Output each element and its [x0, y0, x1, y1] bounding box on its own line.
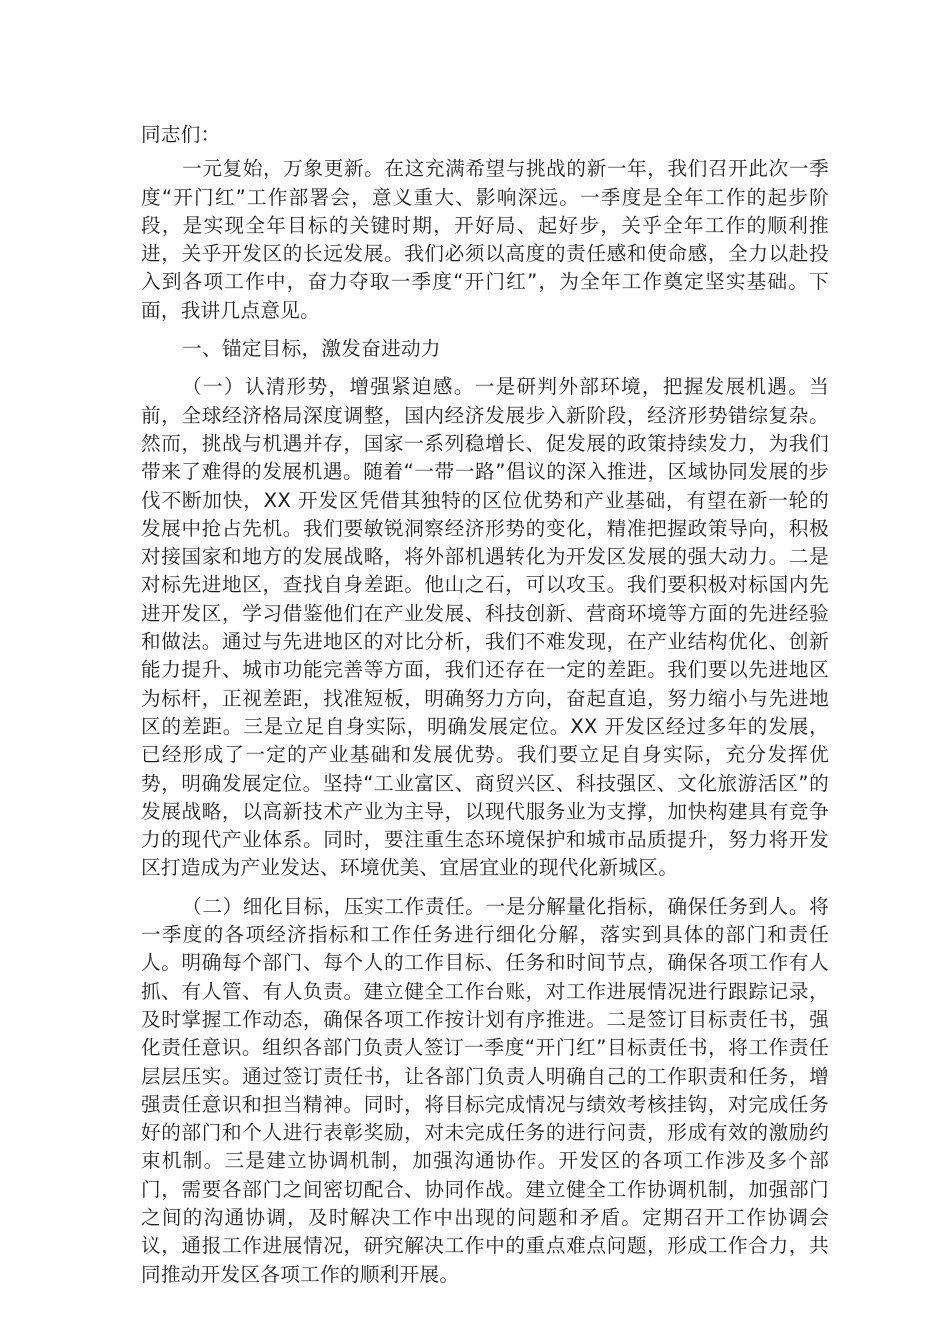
opening-paragraph: 一元复始，万象更新。在这充满希望与挑战的新一年，我们召开此次一季度“开门红”工作部署会，意义重大、影响深远。一季度是全年工作的起步阶段，是实现全年目标的关键时期，开好局、起好步，关乎全年工作的顺利推进，关乎开发区的长远发展。我们必须以高度的责任感和使命感，全力以赴投入到各项工作中，奋力夺取一季度“开门红”，为全年工作奠定坚实基础。下面，我讲几点意见。: [141, 157, 829, 322]
section-heading-1: 一、锚定目标，激发奋进动力: [182, 337, 441, 361]
paragraph-subsection-1: （一）认清形势，增强紧迫感。一是研判外部环境，把握发展机遇。当前，全球经济格局深度调整，国内经济发展步入新阶段，经济形势错综复杂。然而，挑战与机遇并存，国家一系列稳增长、促发展的政策持续发力，为我们带来了难得的发展机遇。随着“一带一路”倡议的深入推进，区域协同发展的步伐不断加快，XX 开发区凭借其独特的区位优势和产业基础，有望在新一轮的发展中抢占先机。我们要敏锐洞察经济形势的变化，精准把握政策导向，积极对接国家和地方的发展战略，将外部机遇转化为开发区发展的强大动力。二是对标先进地区，查找自身差距。他山之石，可以攻玉。我们要积极对标国内先进开发区，学习借鉴他们在产业发展、科技创新、营商环境等方面的先进经验和做法。通过与先进地区的对比分析，我们不难发现，在产业结构优化、创新能力提升、城市功能完善等方面，我们还存在一定的差距。我们要以先进地区为标杆，正视差距，找准短板，明确努力方向，奋起直追，努力缩小与先进地区的差距。三是立足自身实际，明确发展定位。XX 开发区经过多年的发展，已经形成了一定的产业基础和发展优势。我们要立足自身实际，充分发挥优势，明确发展定位。坚持“工业富区、商贸兴区、科技强区、文化旅游活区”的发展战略，以高新技术产业为主导，以现代服务业为支撑，加快构建具有竞争力的现代产业体系。同时，要注重生态环境保护和城市品质提升，努力将开发区打造成为产业发达、环境优美、宜居宜业的现代化新城区。: [141, 375, 829, 880]
document-body: [141, 121, 829, 1299]
salutation: 同志们：: [141, 123, 221, 146]
paragraph-subsection-2: （二）细化目标，压实工作责任。一是分解量化指标，确保任务到人。将一季度的各项经济指标和工作任务进行细化分解，落实到具体的部门和责任人。明确每个部门、每个人的工作目标、任务和时间节点，确保各项工作有人抓、有人管、有人负责。建立健全工作台账，对工作进展情况进行跟踪记录，及时掌握工作动态，确保各项工作按计划有序推进。二是签订目标责任书，强化责任意识。组织各部门负责人签订一季度“开门红”目标责任书，将工作责任层层压实。通过签订责任书，让各部门负责人明确自己的工作职责和任务，增强责任意识和担当精神。同时，将目标完成情况与绩效考核挂钩，对完成任务好的部门和个人进行表彰奖励，对未完成任务的进行问责，形成有效的激励约束机制。三是建立协调机制，加强沟通协作。开发区的各项工作涉及多个部门，需要各部门之间密切配合、协同作战。建立健全工作协调机制，加强部门之间的沟通协调，及时解决工作中出现的问题和矛盾。定期召开工作协调会议，通报工作进展情况，研究解决工作中的重点难点问题，形成工作合力，共同推动开发区各项工作的顺利开展。: [141, 894, 829, 1286]
